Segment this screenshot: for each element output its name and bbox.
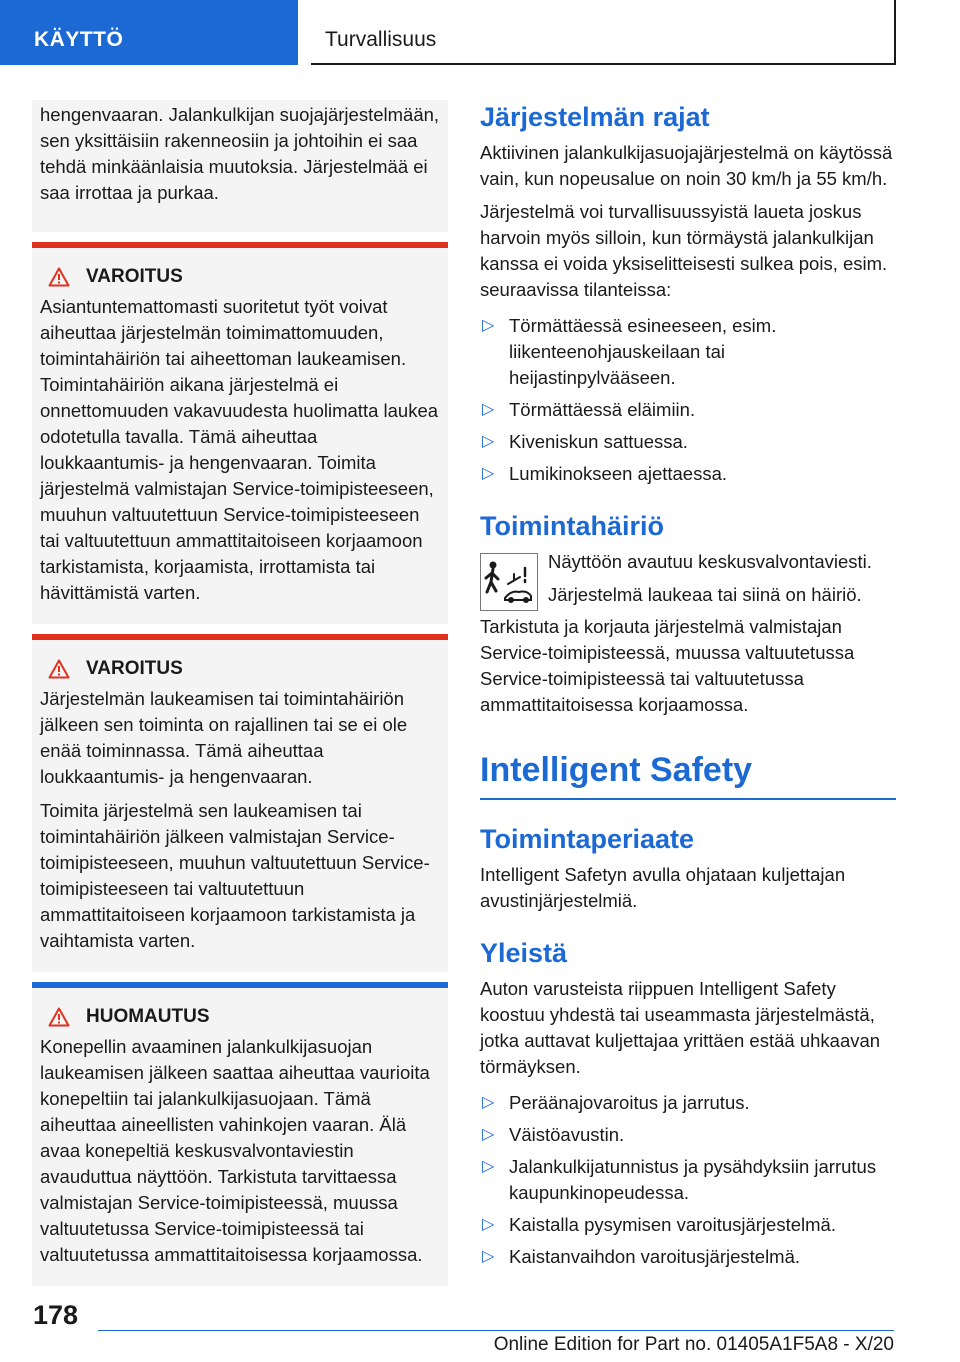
paragraph: Auton varusteista riippuen Intelligent Safety koostuu yhdestä tai useammasta järjestelmästä, jotka auttavat kuljettajaa yrittäen estää uhkaavan törmäyksen. bbox=[480, 978, 881, 1077]
warning-triangle-icon bbox=[48, 267, 70, 287]
limits-list bbox=[480, 313, 896, 487]
header-chapter-tab bbox=[311, 0, 896, 65]
list-item: ▷ Törmättäessä esineeseen, esim. liikenteenohjauskeilaan tai heijastinpylvääseen. bbox=[482, 315, 777, 388]
footer-rule bbox=[98, 1330, 894, 1331]
triangle-bullet-icon: ▷ bbox=[482, 401, 495, 418]
right-column bbox=[480, 100, 896, 1276]
fault-heading: Toimintahäiriö bbox=[480, 511, 665, 541]
warning-triangle-icon bbox=[48, 659, 70, 679]
left-column bbox=[32, 100, 448, 1286]
list-item: ▷ Kiveniskun sattuessa. bbox=[480, 429, 896, 455]
paragraph: Aktiivinen jalankulkijasuojajärjestelmä on käytössä vain, kun nopeusalue on noin 30 km/h ja 55 km/h. bbox=[480, 142, 893, 189]
warning-triangle-icon bbox=[48, 1007, 70, 1027]
paragraph: Näyttöön avautuu keskusvalvontaviesti. bbox=[548, 551, 872, 572]
list-item: ▷ Jalankulkijatunnistus ja pysähdyksiin jarrutus kaupunkinopeudessa. bbox=[482, 1156, 877, 1203]
triangle-bullet-icon: ▷ bbox=[482, 1158, 495, 1175]
triangle-bullet-icon: ▷ bbox=[482, 1094, 495, 1111]
intelligent-safety-list bbox=[480, 1090, 896, 1270]
intro-box bbox=[32, 100, 448, 232]
footer-edition: Online Edition for Part no. 01405A1F5A8 - X/20 bbox=[493, 1334, 894, 1355]
triangle-bullet-icon: ▷ bbox=[482, 465, 495, 482]
intelligent-safety-heading: Intelligent Safety bbox=[480, 748, 896, 800]
principle-heading: Toimintaperiaate bbox=[480, 824, 695, 854]
header-section-tab bbox=[0, 0, 298, 65]
warning-text: Järjestelmän laukeamisen tai toimintahäiriön jälkeen sen toiminta on rajallinen tai se ei ole enää toiminnassa. Tämä aiheuttaa loukkaantumis- ja hengenvaaran. bbox=[40, 688, 408, 787]
triangle-bullet-icon: ▷ bbox=[482, 433, 495, 450]
general-heading: Yleistä bbox=[480, 938, 568, 968]
warning-text: Asiantuntemattomasti suoritetut työt voivat aiheuttaa järjestelmän toimimattomuuden, toimintahäiriön tai aiheettoman laukeamisen. Toimintahäiriön aikana järjestelmä ei onnettomuuden vakavuudesta huolimatta laukea odotetulla tavalla. Tämä aiheuttaa loukkaantumis- ja hengenvaaran. Toimita järjestelmä valmistajan Service-toimipisteeseen, muuhun valtuutettuun Service-toimipisteeseen tai valtuutettuun ammattitaitoiseen korjaamoon tarkistamista, korjaamista, irrottamista tai hävittämistä varten. bbox=[40, 296, 439, 603]
triangle-bullet-icon: ▷ bbox=[482, 317, 495, 334]
list-item: ▷ Lumikinokseen ajettaessa. bbox=[480, 461, 896, 487]
system-limits-heading: Järjestelmän rajat bbox=[480, 102, 710, 132]
warning-title: VAROITUS bbox=[86, 266, 183, 287]
notice-box bbox=[32, 988, 448, 1286]
pedestrian-protection-icon bbox=[480, 553, 538, 611]
list-item: ▷ Törmättäessä eläimiin. bbox=[480, 397, 896, 423]
notice-title: HUOMAUTUS bbox=[86, 1006, 210, 1027]
header-chapter-label: Turvallisuus bbox=[325, 28, 437, 51]
notice-text: Konepellin avaaminen jalankulkijasuojan laukeamisen jälkeen saattaa aiheuttaa vaurioita konepeltiin tai jalankulkijasuojaan. Tämä aiheuttaa aineellisten vahinkojen vaaran. Älä avaa konepeltiä keskusvalvontaviestin avauduttua näyttöön. Tarkistuta tarvittaessa valmistajan Service-toimipisteessä, muussa valtuutetussa Service-toimipisteessä tai valtuutetussa ammattitaitoisessa korjaamossa. bbox=[40, 1036, 430, 1265]
list-item: ▷ Väistöavustin. bbox=[480, 1122, 896, 1148]
list-item: ▷ Kaistanvaihdon varoitusjärjestelmä. bbox=[480, 1244, 896, 1270]
list-item: ▷ Kaistalla pysymisen varoitusjärjestelmä. bbox=[480, 1212, 896, 1238]
fault-block bbox=[480, 549, 896, 614]
paragraph: Järjestelmä laukeaa tai siinä on häiriö. bbox=[548, 584, 862, 605]
paragraph: Tarkistuta ja korjauta järjestelmä valmistajan Service-toimipisteessä, muussa valtuutetussa Service-toimipisteessä tai valtuutetussa ammattitaitoisessa korjaamossa. bbox=[480, 616, 855, 715]
warning-title: VAROITUS bbox=[86, 658, 183, 679]
warning-text: Toimita järjestelmä sen laukeamisen tai toimintahäiriön jälkeen valmistajan Service-toimipisteeseen, muuhun valtuutettuun Service-toimipisteeseen tai valtuutettuun ammattitaitoiseen korjaamoon tarkistamista ja vaihtamista varten. bbox=[40, 800, 430, 951]
header-section-label: KÄYTTÖ bbox=[34, 28, 124, 51]
warning-box-1 bbox=[32, 248, 448, 624]
list-item: ▷ Peräänajovaroitus ja jarrutus. bbox=[480, 1090, 896, 1116]
intro-text: hengenvaaran. Jalankulkijan suojajärjestelmään, sen yksittäisiin rakenneosiin ja johtoihin ei saa tehdä minkäänlaisia muutoksia. Järjestelmää ei saa irrottaa ja purkaa. bbox=[40, 104, 440, 203]
page-number: 178 bbox=[33, 1300, 79, 1330]
paragraph: Intelligent Safetyn avulla ohjataan kuljettajan avustinjärjestelmiä. bbox=[480, 864, 846, 911]
triangle-bullet-icon: ▷ bbox=[482, 1216, 495, 1233]
warning-box-2 bbox=[32, 640, 448, 972]
paragraph: Järjestelmä voi turvallisuussyistä laueta joskus harvoin myös silloin, kun törmäystä jalankulkijan kanssa ei voida yksiselitteisesti sulkea pois, esim. seuraavissa tilanteissa: bbox=[480, 201, 888, 300]
triangle-bullet-icon: ▷ bbox=[482, 1126, 495, 1143]
triangle-bullet-icon: ▷ bbox=[482, 1248, 495, 1265]
